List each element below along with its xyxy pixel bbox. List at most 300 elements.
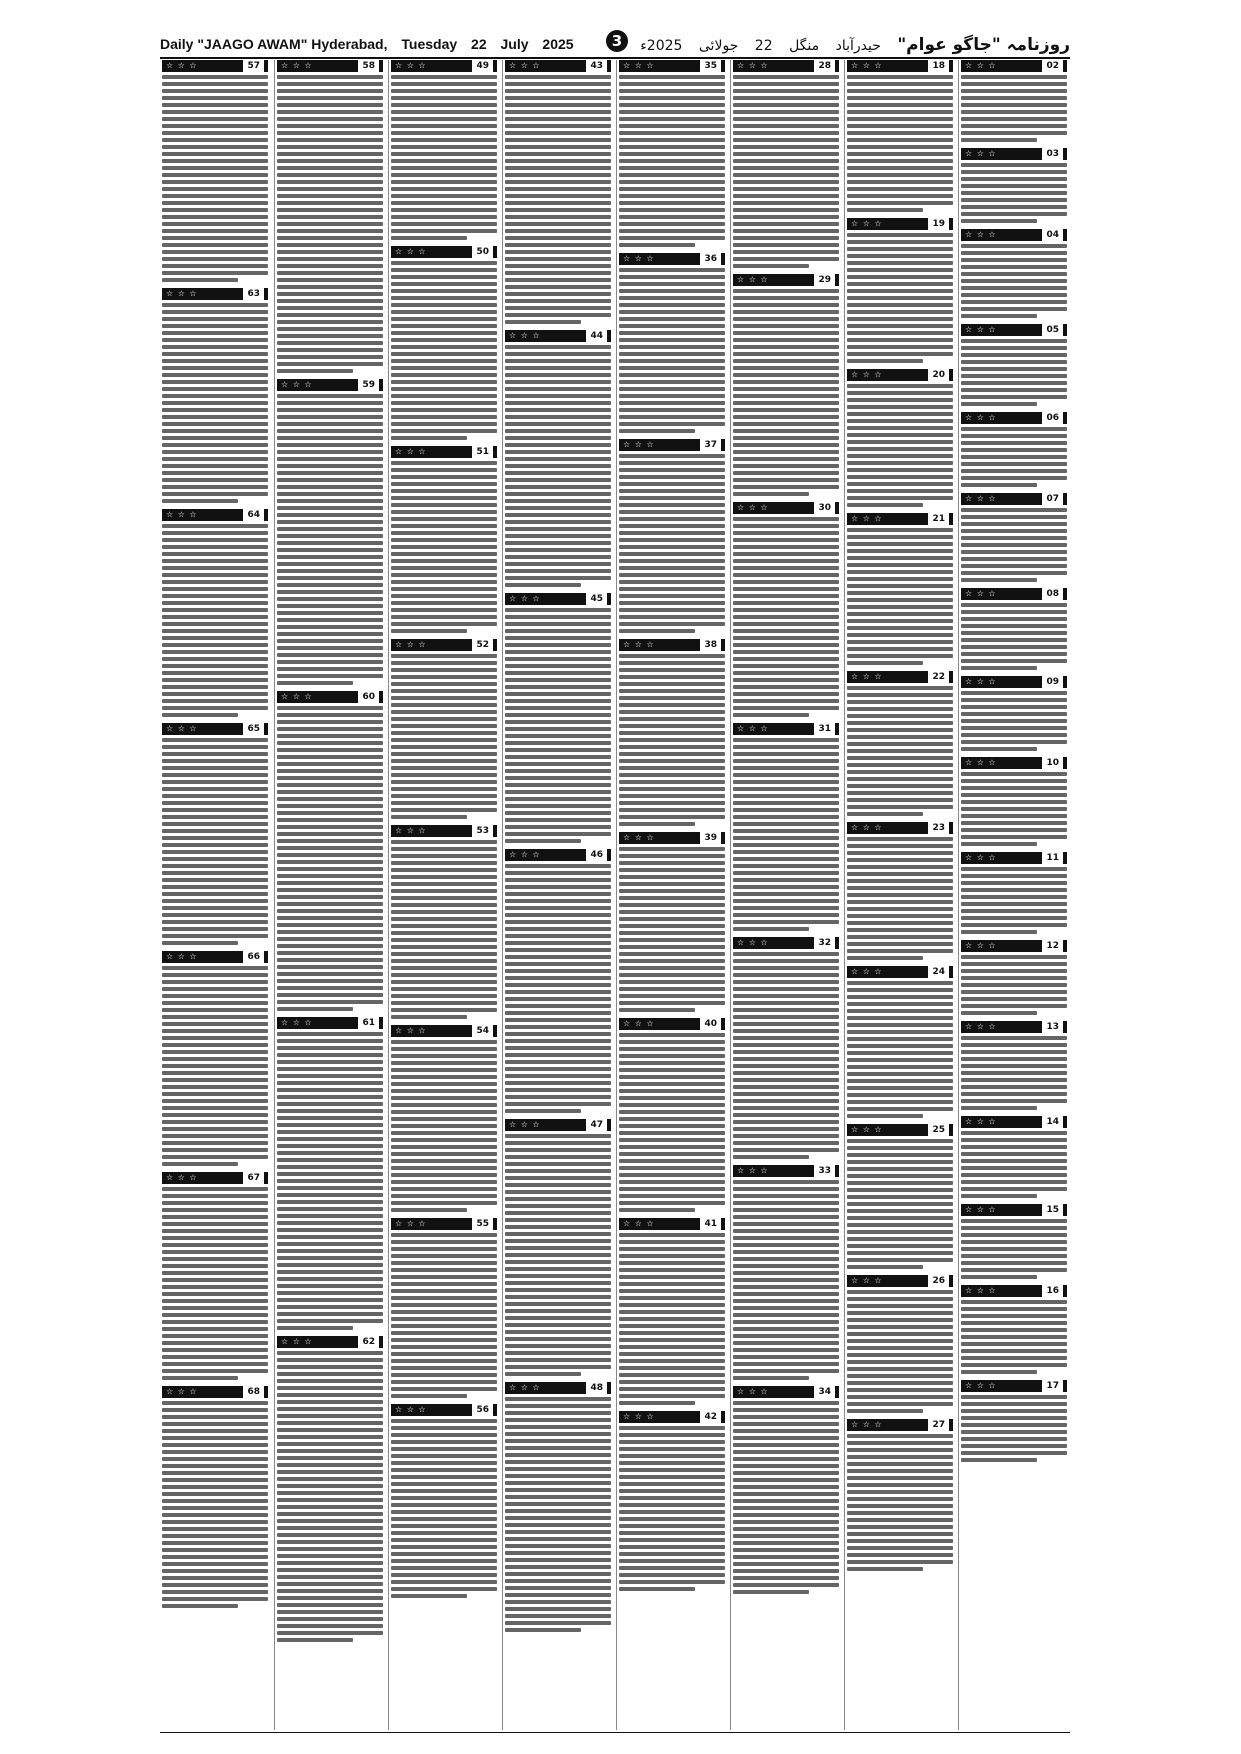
notice-item bbox=[505, 1119, 611, 1376]
text-line bbox=[847, 1051, 953, 1055]
text-line bbox=[961, 916, 1067, 920]
text-line bbox=[619, 1138, 725, 1142]
text-line bbox=[277, 548, 383, 552]
text-line bbox=[162, 664, 268, 668]
text-line bbox=[277, 355, 383, 359]
text-line bbox=[277, 1214, 383, 1218]
text-line bbox=[277, 1298, 383, 1302]
text-line bbox=[961, 1219, 1067, 1223]
text-line bbox=[277, 1484, 383, 1488]
text-line bbox=[277, 811, 383, 815]
text-line bbox=[847, 798, 953, 802]
text-line bbox=[162, 836, 268, 840]
text-line bbox=[277, 583, 383, 587]
notice-text-lines bbox=[619, 654, 725, 826]
text-line bbox=[505, 832, 611, 836]
text-line bbox=[619, 622, 725, 626]
text-line bbox=[619, 1068, 725, 1072]
text-line bbox=[505, 1432, 611, 1436]
text-line bbox=[277, 1172, 383, 1176]
text-line bbox=[733, 1092, 839, 1096]
text-line bbox=[733, 317, 839, 321]
text-line bbox=[619, 180, 725, 184]
text-line bbox=[619, 310, 725, 314]
text-line bbox=[619, 268, 725, 272]
text-line bbox=[733, 836, 839, 840]
text-line bbox=[733, 864, 839, 868]
notice-header-bar bbox=[162, 60, 268, 72]
text-line bbox=[961, 807, 1067, 811]
text-line bbox=[505, 825, 611, 829]
text-line bbox=[847, 180, 953, 184]
text-line bbox=[733, 808, 839, 812]
text-line bbox=[619, 959, 725, 963]
text-line bbox=[847, 296, 953, 300]
text-line bbox=[961, 508, 1067, 512]
text-line bbox=[961, 117, 1067, 121]
text-line bbox=[847, 1195, 953, 1199]
star-icon: ☆ ☆ ☆ bbox=[965, 149, 997, 158]
text-line bbox=[505, 415, 611, 419]
text-line bbox=[961, 75, 1067, 79]
notice-header-bar bbox=[162, 288, 268, 300]
text-line bbox=[847, 303, 953, 307]
text-line bbox=[847, 1181, 953, 1185]
text-line bbox=[391, 889, 497, 893]
text-line bbox=[505, 264, 611, 268]
notice-item bbox=[619, 1218, 725, 1405]
text-line bbox=[733, 1327, 839, 1331]
notice-header-bar bbox=[505, 60, 611, 72]
text-line bbox=[847, 1237, 953, 1241]
text-line bbox=[847, 391, 953, 395]
text-line bbox=[733, 436, 839, 440]
text-line bbox=[505, 776, 611, 780]
text-line bbox=[733, 615, 839, 619]
notice-number: 60 bbox=[358, 691, 379, 703]
text-line bbox=[162, 1436, 268, 1440]
text-line bbox=[391, 96, 497, 100]
text-line bbox=[619, 1401, 695, 1405]
text-line bbox=[391, 289, 497, 293]
text-line bbox=[505, 1218, 611, 1222]
text-line bbox=[619, 1033, 725, 1037]
text-line bbox=[733, 643, 839, 647]
text-line bbox=[162, 1485, 268, 1489]
column-6 bbox=[730, 60, 841, 1730]
text-line bbox=[847, 549, 953, 553]
text-line bbox=[961, 455, 1067, 459]
text-line bbox=[277, 783, 383, 787]
notice-number: 51 bbox=[472, 446, 493, 458]
text-line bbox=[505, 1509, 611, 1513]
star-icon: ☆ ☆ ☆ bbox=[623, 1219, 655, 1228]
text-line bbox=[847, 1560, 953, 1564]
text-line bbox=[505, 352, 611, 356]
text-line bbox=[619, 594, 725, 598]
text-line bbox=[619, 580, 725, 584]
text-line bbox=[619, 587, 725, 591]
text-line bbox=[505, 166, 611, 170]
notice-number: 37 bbox=[700, 439, 721, 451]
text-line bbox=[505, 1281, 611, 1285]
text-line bbox=[505, 562, 611, 566]
text-line bbox=[733, 331, 839, 335]
star-icon: ☆ ☆ ☆ bbox=[737, 724, 769, 733]
text-line bbox=[277, 166, 383, 170]
text-line bbox=[505, 243, 611, 247]
text-line bbox=[847, 152, 953, 156]
notice-header-bar bbox=[505, 1382, 611, 1394]
text-line bbox=[619, 401, 725, 405]
text-line bbox=[733, 959, 839, 963]
text-line bbox=[733, 324, 839, 328]
star-icon: ☆ ☆ ☆ bbox=[965, 677, 997, 686]
text-line bbox=[961, 1064, 1067, 1068]
text-line bbox=[162, 1555, 268, 1559]
notice-text-lines bbox=[733, 75, 839, 268]
star-icon: ☆ ☆ ☆ bbox=[851, 219, 883, 228]
star-icon: ☆ ☆ ☆ bbox=[851, 967, 883, 976]
notice-header-bar bbox=[733, 1386, 839, 1398]
text-line bbox=[391, 689, 497, 693]
text-line bbox=[162, 194, 268, 198]
star-icon: ☆ ☆ ☆ bbox=[851, 1276, 883, 1285]
text-line bbox=[847, 247, 953, 251]
text-line bbox=[619, 373, 725, 377]
notice-item bbox=[961, 324, 1067, 406]
text-line bbox=[277, 769, 383, 773]
text-line bbox=[847, 584, 953, 588]
text-line bbox=[391, 236, 467, 240]
text-line bbox=[391, 987, 497, 991]
text-line bbox=[847, 447, 953, 451]
text-line bbox=[391, 1054, 497, 1058]
text-line bbox=[733, 685, 839, 689]
notice-header-bar bbox=[961, 148, 1067, 160]
text-line bbox=[847, 419, 953, 423]
text-line bbox=[961, 1321, 1067, 1325]
text-line bbox=[733, 352, 839, 356]
notice-text-lines bbox=[961, 427, 1067, 487]
text-line bbox=[505, 1148, 611, 1152]
notice-item bbox=[961, 60, 1067, 142]
text-line bbox=[847, 577, 953, 581]
text-line bbox=[961, 1275, 1037, 1279]
text-line bbox=[391, 787, 497, 791]
text-line bbox=[619, 124, 725, 128]
text-line bbox=[733, 1299, 839, 1303]
text-line bbox=[733, 366, 839, 370]
text-line bbox=[277, 1074, 383, 1078]
text-line bbox=[277, 1512, 383, 1516]
text-line bbox=[505, 306, 611, 310]
text-line bbox=[619, 145, 725, 149]
text-line bbox=[733, 471, 839, 475]
text-line bbox=[162, 450, 268, 454]
text-line bbox=[277, 1263, 383, 1267]
notice-item bbox=[733, 502, 839, 717]
text-line bbox=[391, 738, 497, 742]
text-line bbox=[733, 1576, 839, 1580]
text-line bbox=[162, 429, 268, 433]
text-line bbox=[847, 1079, 953, 1083]
text-line bbox=[277, 1242, 383, 1246]
text-line bbox=[162, 124, 268, 128]
text-line bbox=[505, 1155, 611, 1159]
star-icon: ☆ ☆ ☆ bbox=[965, 413, 997, 422]
text-line bbox=[162, 885, 268, 889]
text-line bbox=[162, 780, 268, 784]
text-line bbox=[733, 289, 839, 293]
text-line bbox=[733, 485, 839, 489]
text-line bbox=[505, 899, 611, 903]
text-line bbox=[619, 317, 725, 321]
text-line bbox=[961, 314, 1037, 318]
notice-number: 59 bbox=[358, 379, 379, 391]
notice-item bbox=[391, 639, 497, 819]
text-line bbox=[847, 1223, 953, 1227]
text-line bbox=[505, 1134, 611, 1138]
text-line bbox=[847, 900, 953, 904]
text-line bbox=[277, 646, 383, 650]
text-line bbox=[505, 173, 611, 177]
text-line bbox=[505, 1039, 611, 1043]
text-line bbox=[277, 1256, 383, 1260]
text-line bbox=[847, 145, 953, 149]
text-line bbox=[162, 615, 268, 619]
text-line bbox=[391, 1580, 497, 1584]
text-line bbox=[619, 689, 725, 693]
text-line bbox=[619, 415, 725, 419]
text-line bbox=[391, 180, 497, 184]
text-line bbox=[162, 1078, 268, 1082]
text-line bbox=[733, 1450, 839, 1454]
text-line bbox=[391, 229, 497, 233]
text-line bbox=[961, 1152, 1067, 1156]
notice-number: 19 bbox=[928, 218, 949, 230]
text-line bbox=[619, 794, 725, 798]
text-line bbox=[733, 699, 839, 703]
text-line bbox=[733, 422, 839, 426]
notice-number: 48 bbox=[586, 1382, 607, 1394]
text-line bbox=[619, 1433, 725, 1437]
text-line bbox=[391, 1082, 497, 1086]
text-line bbox=[391, 317, 497, 321]
text-line bbox=[619, 338, 725, 342]
text-line bbox=[505, 1060, 611, 1064]
text-line bbox=[162, 713, 238, 717]
text-line bbox=[733, 1155, 809, 1159]
text-line bbox=[847, 240, 953, 244]
text-line bbox=[277, 306, 383, 310]
text-line bbox=[847, 1490, 953, 1494]
notice-item bbox=[961, 676, 1067, 751]
text-line bbox=[391, 882, 497, 886]
text-line bbox=[619, 910, 725, 914]
text-line bbox=[391, 1517, 497, 1521]
text-line bbox=[391, 1380, 497, 1384]
text-line bbox=[162, 159, 268, 163]
text-line bbox=[505, 1018, 611, 1022]
text-line bbox=[277, 846, 383, 850]
text-line bbox=[847, 805, 953, 809]
notice-header-bar bbox=[619, 832, 725, 844]
text-line bbox=[619, 601, 725, 605]
text-line bbox=[961, 638, 1067, 642]
text-line bbox=[277, 1000, 383, 1004]
text-line bbox=[505, 138, 611, 142]
text-line bbox=[162, 766, 268, 770]
text-line bbox=[391, 201, 497, 205]
text-line bbox=[961, 184, 1067, 188]
text-line bbox=[505, 380, 611, 384]
notice-text-lines bbox=[847, 1290, 953, 1413]
text-line bbox=[162, 1008, 268, 1012]
text-line bbox=[733, 843, 839, 847]
text-line bbox=[733, 492, 809, 496]
text-line bbox=[162, 1341, 268, 1345]
text-line bbox=[733, 1106, 839, 1110]
notice-header-bar bbox=[961, 229, 1067, 241]
star-icon: ☆ ☆ ☆ bbox=[965, 758, 997, 767]
notice-header-bar bbox=[619, 1218, 725, 1230]
text-line bbox=[733, 1408, 839, 1412]
text-line bbox=[733, 1229, 839, 1233]
text-line bbox=[619, 703, 725, 707]
text-line bbox=[619, 1517, 725, 1521]
text-line bbox=[847, 1483, 953, 1487]
text-line bbox=[277, 1305, 383, 1309]
text-line bbox=[961, 1458, 1037, 1462]
text-line bbox=[505, 110, 611, 114]
text-line bbox=[733, 1355, 839, 1359]
text-line bbox=[847, 398, 953, 402]
text-line bbox=[505, 576, 611, 580]
text-line bbox=[619, 917, 725, 921]
notice-text-lines bbox=[162, 524, 268, 717]
text-line bbox=[619, 731, 725, 735]
text-line bbox=[162, 317, 268, 321]
text-line bbox=[162, 1562, 268, 1566]
text-line bbox=[847, 654, 953, 658]
notice-header-bar bbox=[162, 509, 268, 521]
text-line bbox=[961, 691, 1067, 695]
text-line bbox=[619, 1380, 725, 1384]
text-line bbox=[847, 1251, 953, 1255]
text-line bbox=[619, 482, 725, 486]
text-line bbox=[391, 1040, 497, 1044]
text-line bbox=[733, 773, 839, 777]
text-line bbox=[619, 1001, 725, 1005]
text-line bbox=[162, 524, 268, 528]
text-line bbox=[162, 1222, 268, 1226]
notice-number: 45 bbox=[586, 593, 607, 605]
text-line bbox=[733, 531, 839, 535]
text-line bbox=[277, 1463, 383, 1467]
text-line bbox=[162, 1478, 268, 1482]
text-line bbox=[961, 1437, 1067, 1441]
text-line bbox=[391, 1503, 497, 1507]
text-line bbox=[505, 678, 611, 682]
text-line bbox=[277, 1193, 383, 1197]
text-line bbox=[391, 1275, 497, 1279]
text-line bbox=[847, 1360, 953, 1364]
text-line bbox=[505, 1446, 611, 1450]
text-line bbox=[391, 366, 497, 370]
text-line bbox=[961, 1300, 1067, 1304]
text-line bbox=[961, 434, 1067, 438]
text-line bbox=[277, 902, 383, 906]
text-line bbox=[505, 506, 611, 510]
text-line bbox=[162, 1250, 268, 1254]
text-line bbox=[277, 1060, 383, 1064]
text-line bbox=[505, 892, 611, 896]
text-line bbox=[619, 1447, 725, 1451]
text-line bbox=[961, 557, 1067, 561]
text-line bbox=[961, 1092, 1067, 1096]
text-line bbox=[733, 359, 839, 363]
text-line bbox=[733, 759, 839, 763]
text-line bbox=[505, 1204, 611, 1208]
text-line bbox=[391, 1015, 467, 1019]
text-line bbox=[619, 1317, 725, 1321]
text-line bbox=[277, 124, 383, 128]
text-line bbox=[733, 1120, 839, 1124]
text-line bbox=[961, 1254, 1067, 1258]
text-line bbox=[619, 1303, 725, 1307]
text-line bbox=[277, 1365, 383, 1369]
text-line bbox=[733, 1534, 839, 1538]
text-line bbox=[162, 685, 268, 689]
text-line bbox=[619, 208, 725, 212]
star-icon: ☆ ☆ ☆ bbox=[509, 1383, 541, 1392]
text-line bbox=[391, 1124, 497, 1128]
text-line bbox=[961, 631, 1067, 635]
text-line bbox=[847, 1374, 953, 1378]
text-line bbox=[505, 408, 611, 412]
text-line bbox=[619, 1359, 725, 1363]
text-line bbox=[733, 608, 839, 612]
text-line bbox=[277, 923, 383, 927]
text-line bbox=[847, 535, 953, 539]
text-line bbox=[162, 1162, 238, 1166]
text-line bbox=[505, 871, 611, 875]
text-line bbox=[619, 1510, 725, 1514]
text-line bbox=[391, 847, 497, 851]
text-line bbox=[961, 388, 1067, 392]
text-line bbox=[733, 524, 839, 528]
column-7 bbox=[844, 60, 955, 1730]
star-icon: ☆ ☆ ☆ bbox=[166, 289, 198, 298]
text-line bbox=[847, 791, 953, 795]
text-line bbox=[847, 131, 953, 135]
text-line bbox=[733, 1215, 839, 1219]
text-line bbox=[391, 1447, 497, 1451]
text-line bbox=[619, 429, 695, 433]
text-line bbox=[733, 1520, 839, 1524]
text-line bbox=[619, 1061, 725, 1065]
notice-header-bar bbox=[847, 1124, 953, 1136]
notice-number: 02 bbox=[1042, 60, 1063, 72]
text-line bbox=[847, 1146, 953, 1150]
text-line bbox=[733, 208, 839, 212]
star-icon: ☆ ☆ ☆ bbox=[737, 61, 769, 70]
text-line bbox=[733, 131, 839, 135]
text-line bbox=[162, 229, 268, 233]
notice-number: 32 bbox=[814, 937, 835, 949]
text-line bbox=[277, 1179, 383, 1183]
